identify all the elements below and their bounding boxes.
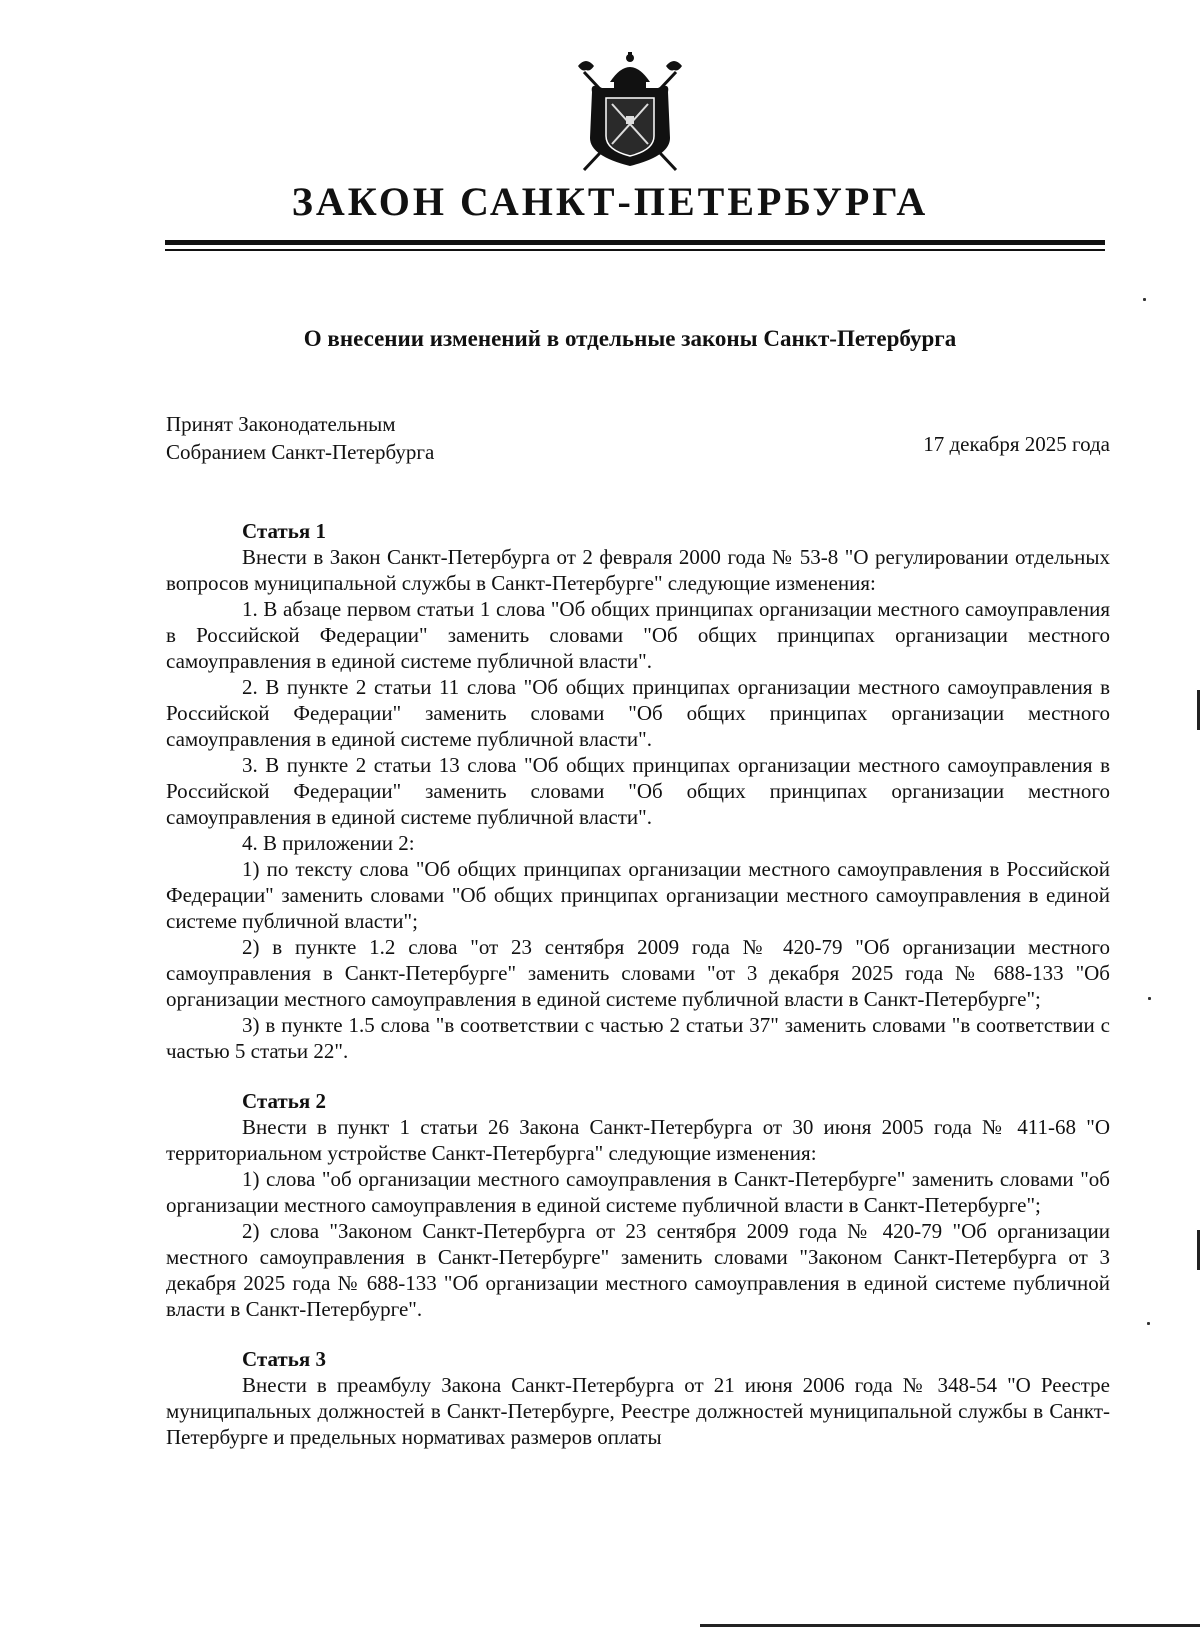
scan-dust bbox=[1147, 1322, 1150, 1325]
article-paragraph: 1) слова "об организации местного самоуправления в Санкт-Петербурге" заменить словами "об организации местного самоуправления в единой системе публичной власти в Санкт-Петербурге"; bbox=[166, 1167, 1110, 1217]
article-paragraph: Внести в Закон Санкт-Петербурга от 2 февраля 2000 года № 53-8 "О регулировании отдельных вопросов муниципальной службы в Санкт-Петербурге" следующие изменения: bbox=[166, 545, 1110, 595]
adoption-block bbox=[166, 410, 434, 466]
article-paragraph: 3. В пункте 2 статьи 13 слова "Об общих принципах организации местного самоуправления в Российской Федерации" заменить словами "Об общих принципах организации местного самоуправления в единой системе публичной власти". bbox=[166, 753, 1110, 829]
article-paragraph: 2) в пункте 1.2 слова "от 23 сентября 2009 года № 420-79 "Об организации местного самоуправления в Санкт-Петербурге" заменить словами "от 3 декабря 2025 года № 688-133 "Об организации местного самоуправления в единой системе публичной власти в Санкт-Петербурге"; bbox=[166, 935, 1110, 1011]
law-title: ЗАКОН САНКТ-ПЕТЕРБУРГА bbox=[291, 179, 929, 224]
article-paragraph: Внести в преамбулу Закона Санкт-Петербурга от 21 июня 2006 года № 348-54 "О Реестре муниципальных должностей в Санкт-Петербурге, Реестре должностей муниципальной службы в Санкт-Петербурге и предельных нормативах размеров оплаты bbox=[166, 1373, 1110, 1449]
coat-of-arms-icon bbox=[570, 52, 690, 177]
article-heading: Статья 3 bbox=[242, 1347, 326, 1371]
article-paragraph: 3) в пункте 1.5 слова "в соответствии с частью 2 статьи 37" заменить словами "в соответствии с частью 5 статьи 22". bbox=[166, 1013, 1110, 1063]
article-paragraph: 4. В приложении 2: bbox=[242, 831, 415, 855]
header-rule-thick bbox=[165, 240, 1105, 245]
article-3 bbox=[166, 1346, 1110, 1450]
article-paragraph: Внести в пункт 1 статьи 26 Закона Санкт-Петербурга от 30 июня 2005 года № 411-68 "О территориальном устройстве Санкт-Петербурга" следующие изменения: bbox=[166, 1115, 1110, 1165]
scan-dust bbox=[1143, 298, 1146, 301]
article-paragraph: 1) по тексту слова "Об общих принципах организации местного самоуправления в Российской Федерации" заменить словами "Об общих принципах организации местного самоуправления в единой системе публичной власти"; bbox=[166, 857, 1110, 933]
adoption-date: 17 декабря 2025 года bbox=[923, 432, 1110, 456]
document-title: О внесении изменений в отдельные законы Санкт-Петербурга bbox=[303, 326, 957, 351]
header-rule-thin bbox=[165, 249, 1105, 251]
article-2 bbox=[166, 1088, 1110, 1322]
article-paragraph: 2) слова "Законом Санкт-Петербурга от 23 сентября 2009 года № 420-79 "Об организации местного самоуправления в Санкт-Петербурге" заменить словами "Законом Санкт-Петербурга от 3 декабря 2025 года № 688-133 "Об организации местного самоуправления в единой системе публичной власти в Санкт-Петербурге". bbox=[166, 1219, 1110, 1321]
article-paragraph: 2. В пункте 2 статьи 11 слова "Об общих принципах организации местного самоуправления в Российской Федерации" заменить словами "Об общих принципах организации местного самоуправления в единой системе публичной власти". bbox=[166, 675, 1110, 751]
article-heading: Статья 1 bbox=[242, 519, 326, 543]
scan-dust bbox=[1148, 997, 1151, 1000]
article-paragraph: 1. В абзаце первом статьи 1 слова "Об общих принципах организации местного самоуправления в Российской Федерации" заменить словами "Об общих принципах организации местного самоуправления в единой системе публичной власти". bbox=[166, 597, 1110, 673]
adoption-line-2: Собранием Санкт-Петербурга bbox=[166, 440, 435, 464]
document-body bbox=[166, 518, 1110, 1474]
article-1 bbox=[166, 518, 1110, 1064]
adoption-line-1: Принят Законодательным bbox=[166, 412, 396, 436]
article-heading: Статья 2 bbox=[242, 1089, 326, 1113]
